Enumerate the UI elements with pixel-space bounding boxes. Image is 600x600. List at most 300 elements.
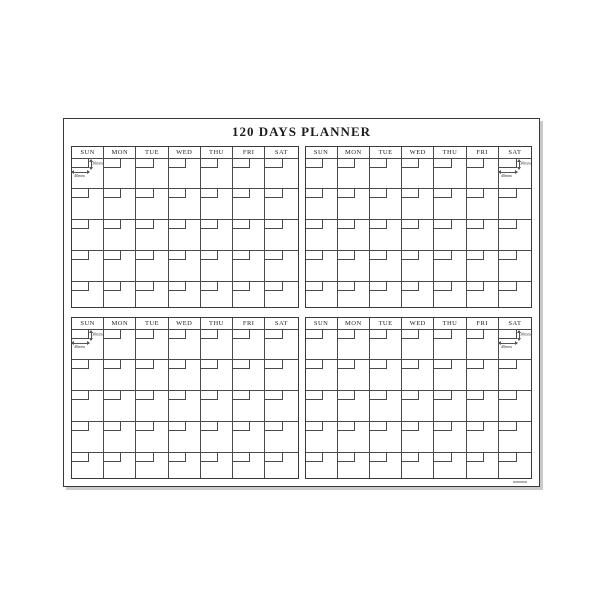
day-cell [104, 360, 136, 390]
date-box [402, 422, 419, 431]
date-box [467, 159, 484, 168]
calendar-row [72, 250, 298, 281]
calendar-area [71, 146, 532, 479]
day-cell [434, 391, 466, 421]
day-cell [233, 220, 265, 250]
date-box [402, 220, 419, 229]
day-header-sun: SUN [72, 318, 104, 329]
calendar-row [72, 452, 298, 478]
date-box [233, 422, 250, 431]
day-header-fri: FRI [233, 147, 265, 158]
date-box [338, 453, 355, 462]
day-cell [72, 360, 104, 390]
day-cell [136, 220, 168, 250]
date-box [338, 360, 355, 369]
day-cell [402, 453, 434, 478]
day-cell [370, 282, 402, 307]
date-box [467, 251, 484, 260]
day-header-tue: TUE [136, 147, 168, 158]
date-box [201, 422, 218, 431]
date-box [338, 391, 355, 400]
day-cell [265, 330, 297, 359]
date-box [72, 391, 89, 400]
day-cell [499, 391, 531, 421]
date-box [201, 330, 218, 339]
date-box [402, 189, 419, 198]
date-box [104, 330, 121, 339]
day-cell [402, 251, 434, 281]
date-box [370, 251, 387, 260]
calendar-row [72, 188, 298, 219]
day-cell [370, 251, 402, 281]
day-cell [338, 251, 370, 281]
box-height-label: 30mm [519, 161, 531, 167]
date-box [233, 453, 250, 462]
date-box [499, 391, 517, 400]
day-header-row [72, 147, 298, 158]
day-cell [72, 189, 104, 219]
day-cell [136, 189, 168, 219]
day-cell [169, 330, 201, 359]
date-box [169, 251, 186, 260]
day-cell [467, 391, 499, 421]
day-cell [233, 282, 265, 307]
box-width-label: 40mm [74, 174, 85, 179]
day-header-row [72, 318, 298, 329]
day-header-mon: MON [104, 318, 136, 329]
day-cell [370, 330, 402, 359]
day-header-sat: SAT [508, 320, 522, 327]
day-cell [402, 360, 434, 390]
calendar-row [306, 158, 532, 188]
date-box [72, 251, 89, 260]
day-header-thu: THU [434, 147, 466, 158]
date-box [306, 391, 323, 400]
day-cell [104, 220, 136, 250]
calendar-row [306, 359, 532, 390]
day-cell [467, 282, 499, 307]
date-box [136, 251, 153, 260]
box-width-dimension [72, 170, 89, 180]
date-box [169, 360, 186, 369]
date-box [136, 159, 153, 168]
date-box [72, 282, 89, 291]
date-box [265, 330, 283, 339]
date-box [402, 251, 419, 260]
date-box [499, 422, 517, 431]
date-box [72, 330, 89, 339]
date-box [370, 453, 387, 462]
date-box [370, 422, 387, 431]
horizontal-dimension-arrow [499, 172, 517, 173]
box-width-dimension [499, 341, 517, 351]
day-cell [72, 282, 104, 307]
day-cell [499, 159, 531, 188]
date-box [306, 251, 323, 260]
day-cell [434, 189, 466, 219]
day-header-mon: MON [338, 147, 370, 158]
day-cell [402, 159, 434, 188]
date-box [467, 330, 484, 339]
date-box [201, 251, 218, 260]
day-cell [201, 159, 233, 188]
date-box [402, 159, 419, 168]
planner-poster [63, 118, 540, 487]
day-cell [169, 453, 201, 478]
day-cell [233, 422, 265, 452]
date-box [402, 453, 419, 462]
printer-corner-mark [513, 481, 527, 483]
day-cell [402, 189, 434, 219]
day-cell [306, 282, 338, 307]
day-cell [169, 360, 201, 390]
box-width-label: 40mm [500, 345, 512, 350]
day-cell [499, 360, 531, 390]
day-cell [201, 360, 233, 390]
day-header-wed: WED [169, 147, 201, 158]
day-cell [338, 453, 370, 478]
day-cell [233, 330, 265, 359]
arrowhead-right-icon [515, 170, 518, 174]
day-cell [434, 360, 466, 390]
day-cell [338, 220, 370, 250]
day-header-row [306, 318, 532, 329]
date-box [402, 282, 419, 291]
box-width-label: 40mm [74, 345, 85, 350]
date-box [169, 189, 186, 198]
day-cell [201, 189, 233, 219]
calendar-row [306, 250, 532, 281]
date-box [306, 422, 323, 431]
day-cell [265, 282, 297, 307]
day-cell [136, 282, 168, 307]
day-cell [233, 189, 265, 219]
day-cell [306, 220, 338, 250]
day-cell [104, 453, 136, 478]
date-box [338, 282, 355, 291]
box-width-dimension [72, 341, 89, 351]
day-cell [499, 220, 531, 250]
date-box [233, 220, 250, 229]
horizontal-dimension-arrow [499, 343, 517, 344]
date-box [136, 391, 153, 400]
date-box [402, 330, 419, 339]
day-cell [338, 391, 370, 421]
date-box [370, 220, 387, 229]
date-box [499, 189, 517, 198]
date-box [402, 360, 419, 369]
date-box [136, 360, 153, 369]
day-cell [201, 453, 233, 478]
day-cell [499, 422, 531, 452]
day-cell [72, 220, 104, 250]
date-box [467, 189, 484, 198]
poster-title: 120 DAYS PLANNER [231, 124, 372, 139]
date-box [434, 159, 451, 168]
date-box [306, 189, 323, 198]
day-header-thu: THU [434, 318, 466, 329]
day-header-sat: SAT [274, 149, 288, 156]
day-header-thu: THU [201, 147, 233, 158]
date-box [233, 360, 250, 369]
day-cell [72, 391, 104, 421]
date-box [467, 453, 484, 462]
date-box [136, 282, 153, 291]
day-cell [72, 422, 104, 452]
date-box [434, 360, 451, 369]
date-box [265, 282, 283, 291]
day-header-wed: WED [402, 147, 434, 158]
calendar-row [72, 421, 298, 452]
day-header-sun: SUN [306, 147, 338, 158]
day-header-mon: MON [104, 147, 136, 158]
calendar-row [306, 188, 532, 219]
calendar-row [306, 452, 532, 478]
day-cell [306, 453, 338, 478]
date-box [72, 159, 89, 168]
day-cell [233, 360, 265, 390]
calendar-row [72, 158, 298, 188]
date-box [467, 422, 484, 431]
day-cell [306, 251, 338, 281]
date-box [72, 189, 89, 198]
date-box [233, 282, 250, 291]
day-header-wed: WED [402, 318, 434, 329]
date-box [104, 189, 121, 198]
date-box [467, 360, 484, 369]
date-box [306, 220, 323, 229]
box-height-label: 30mm [92, 332, 103, 338]
day-cell [169, 282, 201, 307]
day-cell [72, 330, 104, 359]
date-box [169, 282, 186, 291]
day-cell [434, 251, 466, 281]
date-box [499, 330, 517, 339]
date-box [306, 159, 323, 168]
day-cell [338, 189, 370, 219]
arrowhead-right-icon [515, 341, 518, 345]
box-height-dimension [519, 330, 535, 340]
day-cell [499, 453, 531, 478]
date-box [201, 220, 218, 229]
day-cell [265, 159, 297, 188]
day-header-fri: FRI [467, 318, 499, 329]
day-header-mon: MON [338, 318, 370, 329]
day-cell [306, 189, 338, 219]
day-cell [136, 391, 168, 421]
day-header-row [306, 147, 532, 158]
day-cell [306, 360, 338, 390]
day-cell [467, 422, 499, 452]
date-box [306, 282, 323, 291]
day-cell [434, 220, 466, 250]
date-box [233, 330, 250, 339]
day-cell [104, 391, 136, 421]
day-cell [338, 422, 370, 452]
day-cell [306, 159, 338, 188]
date-box [434, 220, 451, 229]
day-cell [104, 251, 136, 281]
date-box [338, 159, 355, 168]
date-box [169, 330, 186, 339]
day-cell [233, 391, 265, 421]
day-cell [402, 282, 434, 307]
date-box [201, 189, 218, 198]
day-cell [434, 159, 466, 188]
day-cell [370, 220, 402, 250]
arrowhead-right-icon [87, 341, 90, 345]
day-header-wed: WED [169, 318, 201, 329]
date-box [72, 220, 89, 229]
date-box [201, 391, 218, 400]
date-box [338, 330, 355, 339]
date-box [265, 422, 283, 431]
day-cell [104, 330, 136, 359]
date-box [434, 189, 451, 198]
calendar-row [306, 421, 532, 452]
date-box [434, 453, 451, 462]
calendar-top-left [71, 146, 299, 308]
date-box [201, 159, 218, 168]
calendar-row [72, 359, 298, 390]
day-header-sat: SAT [508, 149, 522, 156]
day-cell [136, 422, 168, 452]
date-box [136, 189, 153, 198]
day-cell [104, 422, 136, 452]
calendar-bottom-right [305, 317, 533, 479]
day-cell [370, 422, 402, 452]
calendar-row [72, 219, 298, 250]
date-box [104, 159, 121, 168]
box-width-label: 40mm [500, 174, 512, 179]
date-box [72, 422, 89, 431]
day-cell [434, 282, 466, 307]
day-cell [265, 360, 297, 390]
date-box [306, 330, 323, 339]
box-height-label: 30mm [519, 332, 531, 338]
date-box [370, 189, 387, 198]
day-cell [402, 330, 434, 359]
day-cell [169, 422, 201, 452]
calendar-row [306, 219, 532, 250]
date-box [370, 282, 387, 291]
day-header-tue: TUE [370, 147, 402, 158]
date-box [499, 282, 517, 291]
date-box [434, 282, 451, 291]
day-cell [265, 251, 297, 281]
day-cell [402, 220, 434, 250]
day-cell [499, 282, 531, 307]
day-cell [467, 360, 499, 390]
day-cell [499, 330, 531, 359]
date-box [233, 159, 250, 168]
day-cell [499, 251, 531, 281]
day-cell [338, 360, 370, 390]
day-cell [467, 159, 499, 188]
date-box [104, 282, 121, 291]
day-cell [136, 251, 168, 281]
date-box [402, 391, 419, 400]
date-box [434, 251, 451, 260]
date-box [201, 453, 218, 462]
date-box [434, 422, 451, 431]
day-cell [338, 282, 370, 307]
day-cell [136, 453, 168, 478]
calendar-row [306, 281, 532, 307]
day-cell [306, 391, 338, 421]
day-cell [265, 453, 297, 478]
day-cell [370, 391, 402, 421]
date-box [201, 360, 218, 369]
day-cell [169, 159, 201, 188]
date-box [169, 453, 186, 462]
date-box [265, 189, 283, 198]
day-cell [104, 282, 136, 307]
date-box [434, 330, 451, 339]
day-cell [370, 453, 402, 478]
day-cell [265, 220, 297, 250]
date-box [338, 189, 355, 198]
date-box [72, 453, 89, 462]
date-box [338, 220, 355, 229]
day-cell [201, 422, 233, 452]
day-cell [72, 159, 104, 188]
day-cell [201, 330, 233, 359]
calendar-row [72, 281, 298, 307]
date-box [338, 251, 355, 260]
day-header-tue: TUE [136, 318, 168, 329]
day-cell [402, 391, 434, 421]
box-height-label: 30mm [92, 161, 103, 167]
day-cell [72, 251, 104, 281]
day-cell [201, 282, 233, 307]
day-cell [338, 330, 370, 359]
day-cell [136, 360, 168, 390]
day-cell [265, 189, 297, 219]
day-cell [402, 422, 434, 452]
day-cell [136, 159, 168, 188]
day-cell [467, 330, 499, 359]
day-cell [370, 159, 402, 188]
date-box [499, 159, 517, 168]
date-box [136, 422, 153, 431]
day-cell [136, 330, 168, 359]
date-box [169, 159, 186, 168]
date-box [265, 360, 283, 369]
date-box [104, 251, 121, 260]
date-box [467, 220, 484, 229]
day-cell [201, 391, 233, 421]
day-cell [499, 189, 531, 219]
horizontal-dimension-arrow [72, 343, 89, 344]
day-cell [104, 189, 136, 219]
day-header-fri: FRI [233, 318, 265, 329]
date-box [169, 391, 186, 400]
date-box [104, 220, 121, 229]
date-box [233, 189, 250, 198]
day-cell [265, 422, 297, 452]
day-cell [370, 189, 402, 219]
date-box [201, 282, 218, 291]
date-box [136, 453, 153, 462]
day-header-sun: SUN [72, 147, 104, 158]
arrowhead-right-icon [87, 170, 90, 174]
day-header-sat: SAT [274, 320, 288, 327]
date-box [306, 360, 323, 369]
day-cell [169, 220, 201, 250]
day-cell [169, 391, 201, 421]
box-height-dimension [519, 159, 535, 169]
